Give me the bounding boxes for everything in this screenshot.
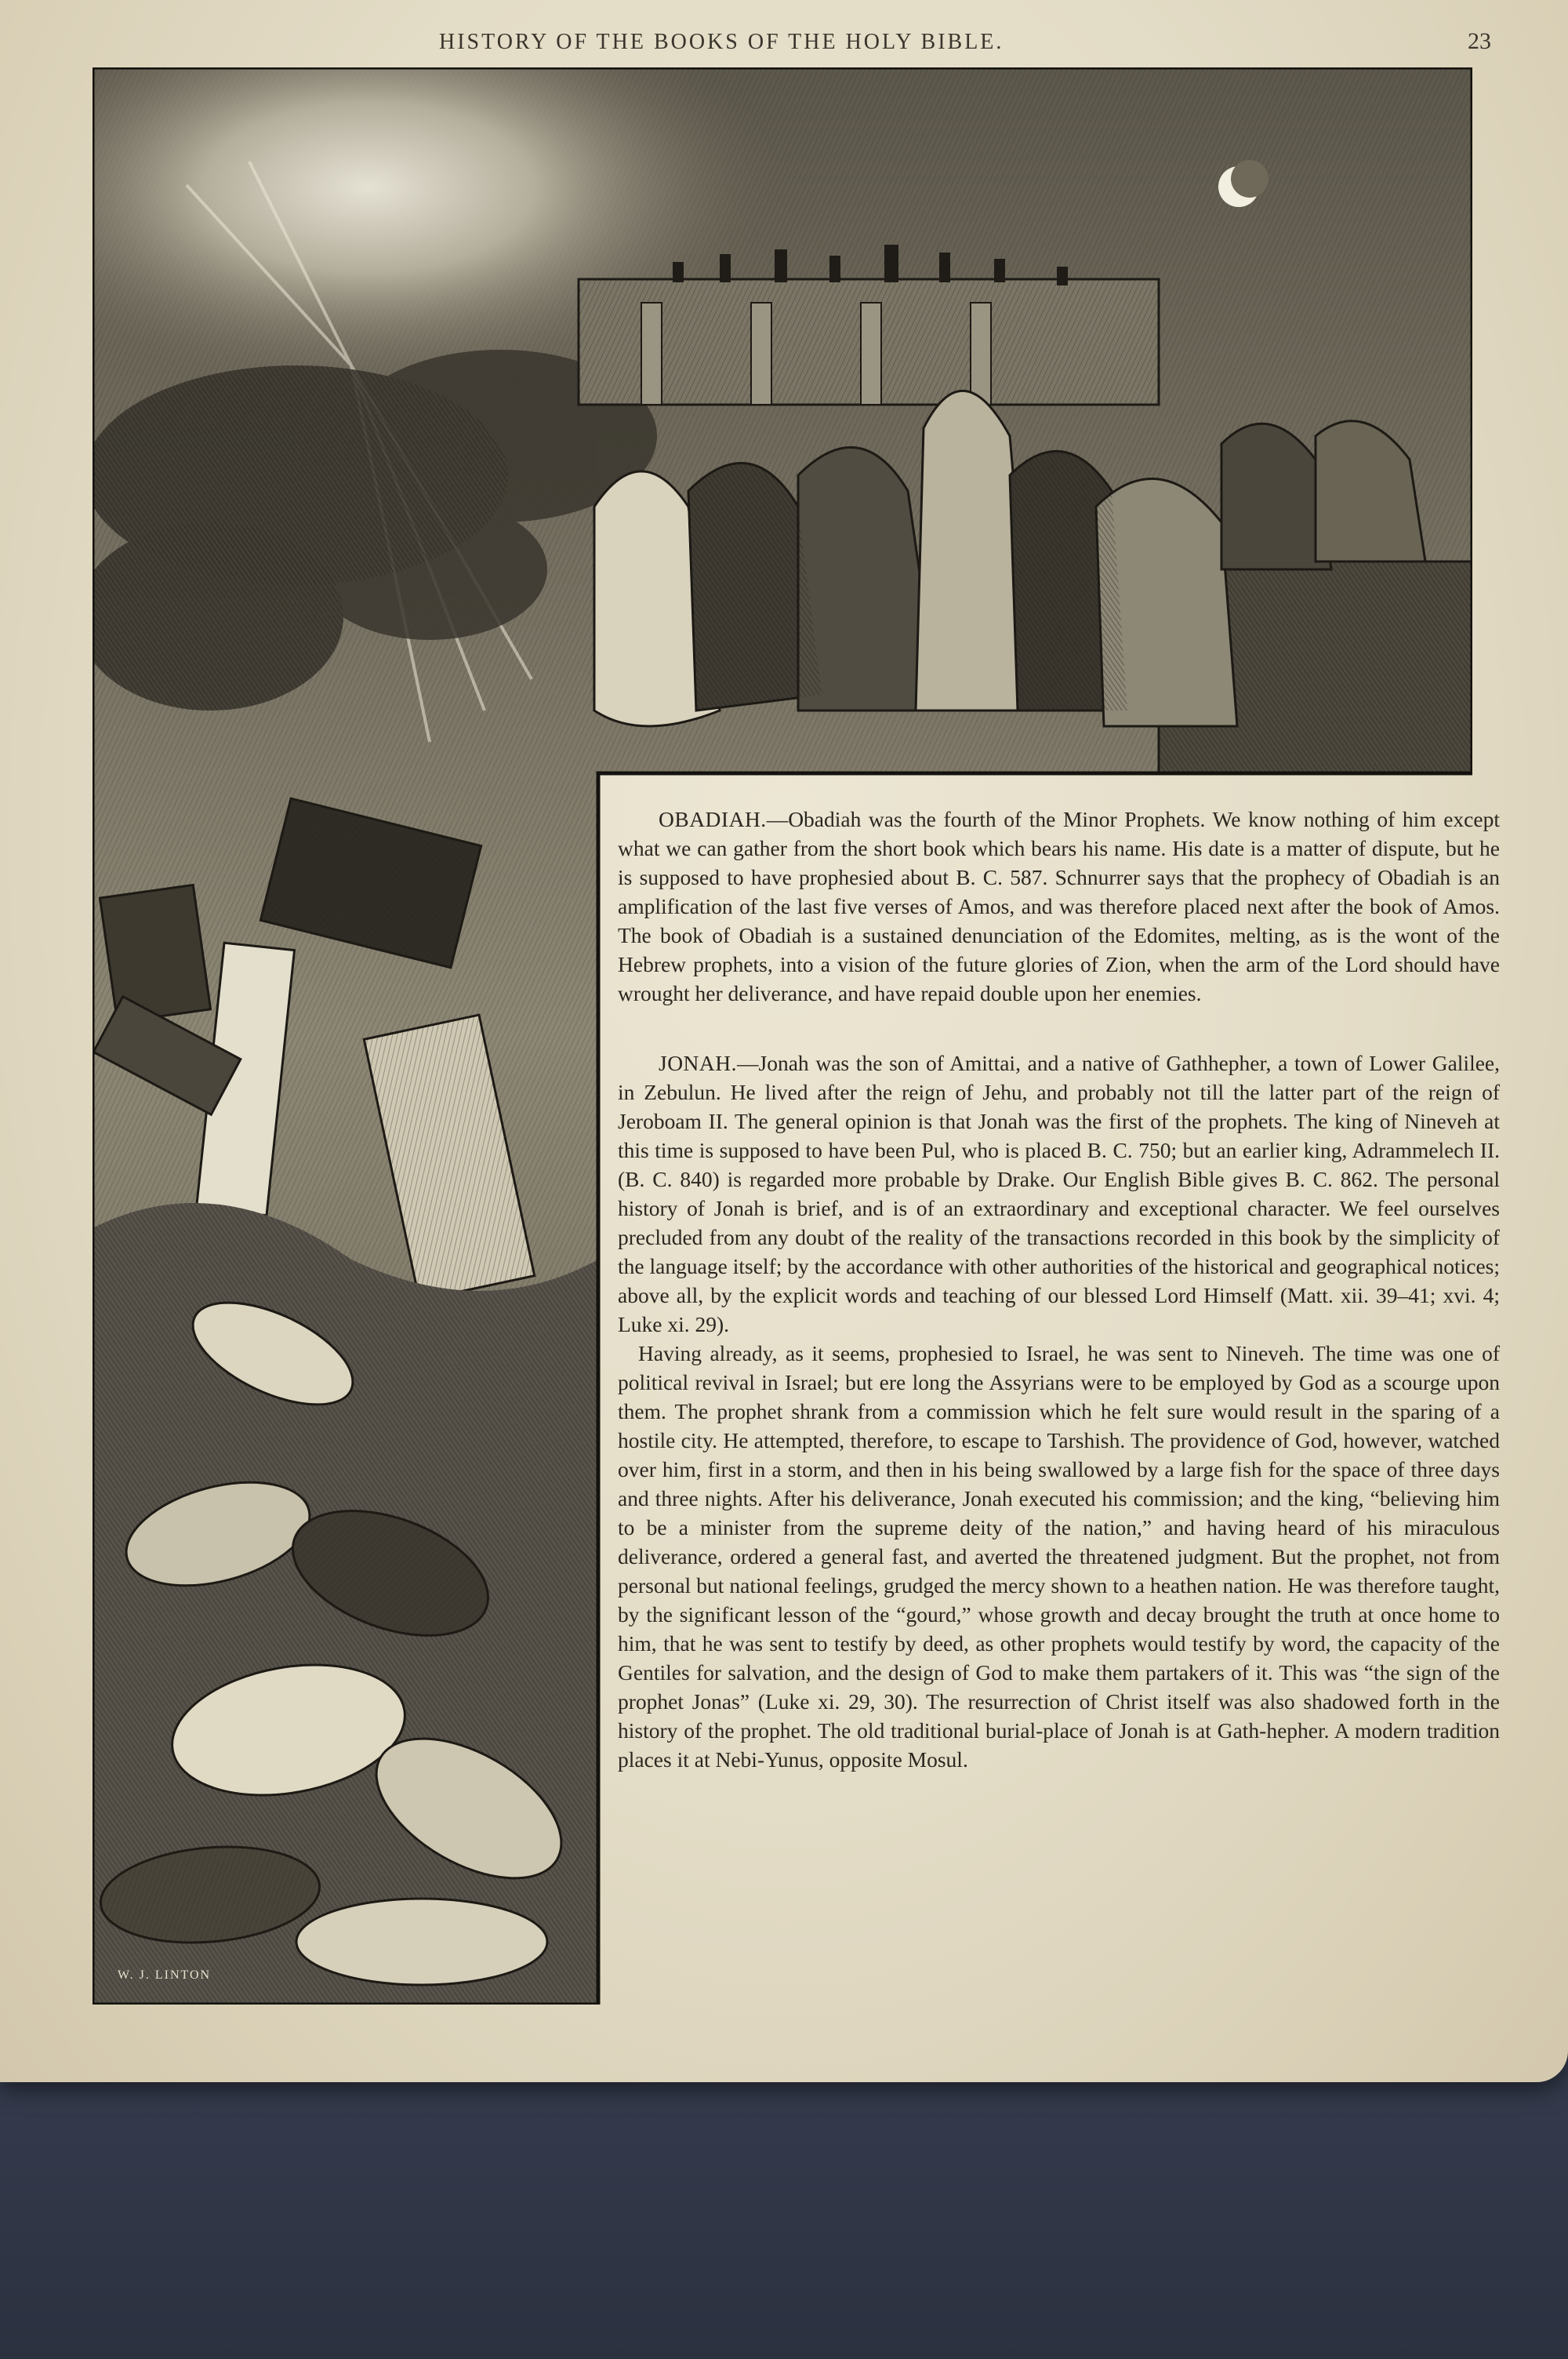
jonah-paragraph (618, 1049, 1500, 1339)
jonah-heading: JONAH. (659, 1051, 738, 1075)
text-column (618, 805, 1500, 1774)
jonah-body-1: —Jonah was the son of Amittai, and a native of Gathhepher, a town of Lower Galilee, in Zebulun. He lived after the reign of Jehu, and probably not till the latter part of the reign of Jeroboam II. The general opinion is that Jonah was the first of the prophets. The king of Nineveh at this time is supposed to have been Pul, who is placed B. C. 750; but an earlier king, Adrammelech II. (B. C. 840) is regarded more probable by Drake. Our English Bible gives B. C. 862. The personal history of Jonah is brief, and is of an extraordinary and exceptional character. We feel ourselves precluded from any doubt of the reality of the transactions recorded in this book by the simplicity of the language itself; by the accordance with other authorities of the historical and geographical notices; above all, by the explicit words and teaching of our blessed Lord Himself (Matt. xii. 39–41; xvi. 4; Luke xi. 29). (618, 1051, 1500, 1336)
obadiah-body: —Obadiah was the fourth of the Minor Prophets. We know nothing of him except what we can gather from the short book which bears his name. His date is a matter of dispute, but he is supposed to have prophesied about B. C. 587. Schnurrer says that the prophecy of Obadiah is an amplification of the last five verses of Amos, and was therefore placed next after the book of Amos. The book of Obadiah is a sustained denunciation of the Edomites, melting, as is the wont of the Hebrew prophets, into a vision of the future glories of Zion, when the arm of the Lord should have wrought her deliverance, and have repaid double upon her enemies. (618, 807, 1500, 1005)
obadiah-paragraph (618, 805, 1500, 1008)
running-header: HISTORY OF THE BOOKS OF THE HOLY BIBLE. (439, 30, 1004, 54)
page-number: 23 (1468, 28, 1491, 54)
engraver-signature: W. J. LINTON (118, 1968, 212, 1982)
jonah-paragraph-2: Having already, as it seems, prophesied to Israel, he was sent to Nineveh. The time was one of political revival in Israel; but ere long the Assyrians were to be employed by God as a scourge upon them. The prophet shrank from a commission which he felt sure would result in the sparing of a hostile city. He attempted, therefore, to escape to Tarshish. The providence of God, however, watched over him, first in a storm, and then in his being swallowed by a large fish for the space of three days and three nights. After his deliverance, Jonah executed his commission; and the king, “believing him to be a minister from the supreme deity of the nation,” and having heard of his miraculous deliverance, ordered a general fast, and averted the threatened judgment. But the prophet, not from personal but national feelings, grudged the mercy shown to a heathen nation. He was therefore taught, by the significant lesson of the “gourd,” whose growth and decay brought the truth at once home to him, that he was sent to testify by deed, as other prophets would testify by word, the capacity of the Gentiles for salvation, and the design of God to make them partakers of it. This was “the sign of the prophet Jonas” (Luke xi. 29, 30). The resurrection of Christ itself was also shadowed forth in the history of the prophet. The old traditional burial-place of Jonah is at Gath-hepher. A modern tradition places it at Nebi-Yunus, opposite Mosul. (618, 1341, 1500, 1772)
obadiah-heading: OBADIAH. (659, 807, 767, 831)
